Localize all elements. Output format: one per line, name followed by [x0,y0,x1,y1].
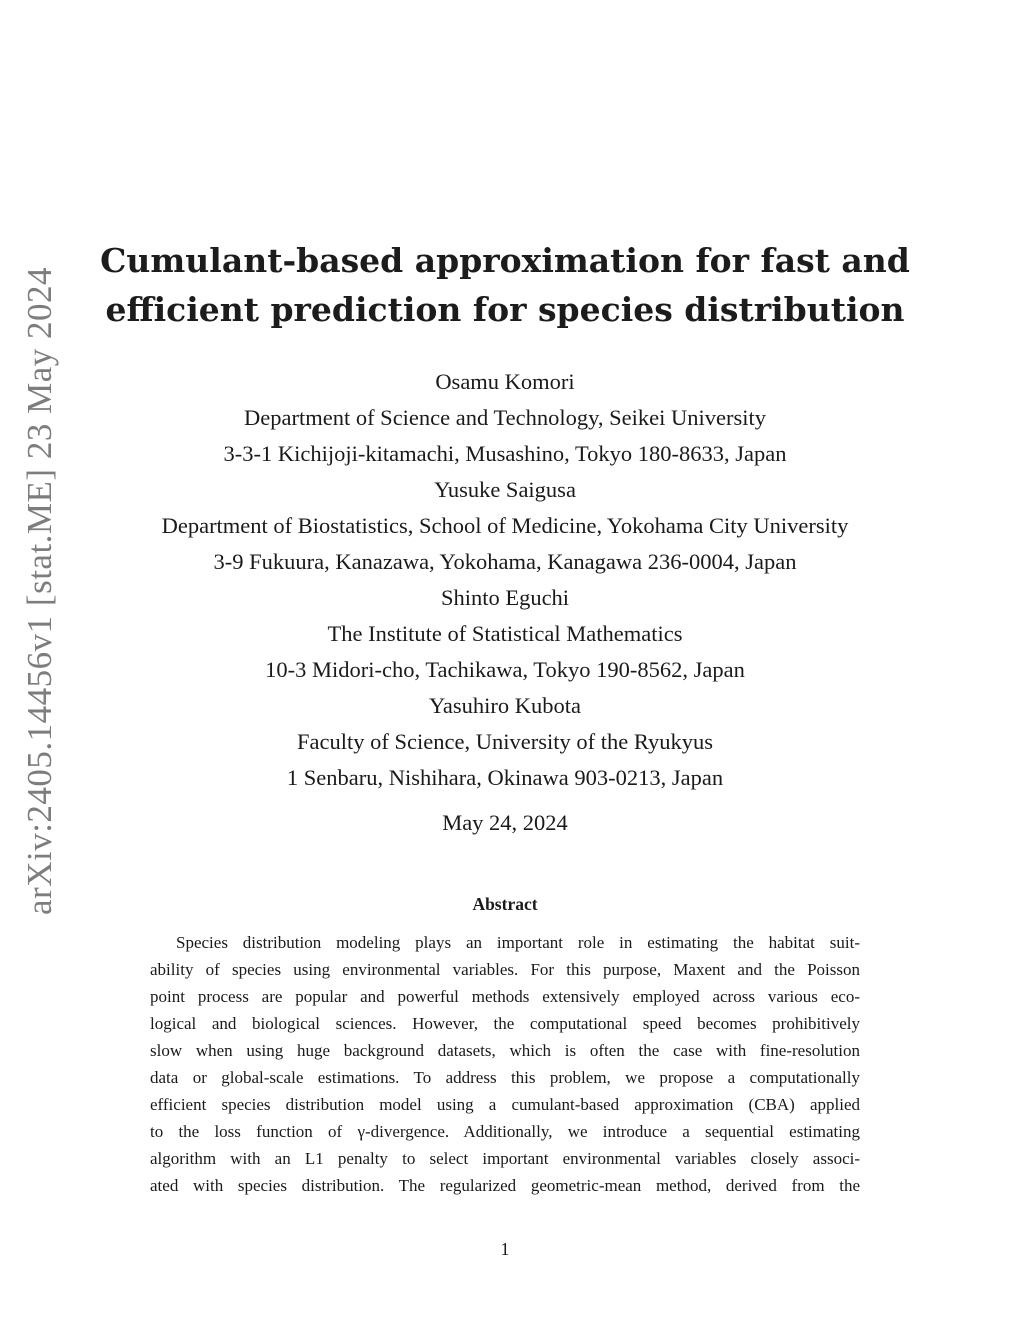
author-address: 10-3 Midori-cho, Tachikawa, Tokyo 190-8562, Japan [265,657,745,682]
paper-title [0,236,1010,334]
author-address: 1 Senbaru, Nishihara, Okinawa 903-0213, Japan [286,765,724,790]
abstract-line: data or global-scale estimations. To address this problem, we propose a computationally [150,1068,860,1087]
abstract-line: slow when using huge background datasets, which is often the case with fine-resolution [150,1041,860,1060]
arxiv-identifier-stamp: arXiv:2405.14456v1 [stat.ME] 23 May 2024 [20,267,59,915]
publication-date: May 24, 2024 [442,810,568,835]
paper-title-line-2: efficient prediction for species distribution [105,290,905,329]
author-name: Yasuhiro Kubota [428,693,582,718]
author-affiliation: The Institute of Statistical Mathematics [327,621,683,646]
author-name: Shinto Eguchi [440,585,570,610]
abstract-body [150,929,860,1199]
abstract-line: algorithm with an L1 penalty to select important environmental variables closely associ- [150,1149,860,1168]
abstract-heading: Abstract [472,894,538,914]
paper-title-line-1: Cumulant-based approximation for fast and [100,241,910,280]
author-affiliation: Department of Biostatistics, School of Medicine, Yokohama City University [161,513,849,538]
author-address: 3-3-1 Kichijoji-kitamachi, Musashino, Tokyo 180-8633, Japan [223,441,787,466]
abstract-line: efficient species distribution model using a cumulant-based approximation (CBA) applied [150,1095,860,1114]
page-number: 1 [500,1239,510,1259]
author-name: Yusuke Saigusa [434,477,576,502]
abstract-line: ated with species distribution. The regularized geometric-mean method, derived from the [150,1176,860,1195]
abstract-line: point process are popular and powerful methods extensively employed across various eco- [150,987,860,1006]
abstract-line: Species distribution modeling plays an important role in estimating the habitat suit- [176,933,860,952]
abstract-line: ability of species using environmental variables. For this purpose, Maxent and the Poisson [150,960,860,979]
author-address: 3-9 Fukuura, Kanazawa, Yokohama, Kanagawa 236-0004, Japan [213,549,797,574]
abstract-line: to the loss function of γ-divergence. Additionally, we introduce a sequential estimating [150,1122,860,1141]
author-affiliation: Department of Science and Technology, Seikei University [243,405,767,430]
author-block [0,364,1010,796]
author-affiliation: Faculty of Science, University of the Ryukyus [297,729,713,754]
abstract-line: logical and biological sciences. However, the computational speed becomes prohibitively [150,1014,860,1033]
author-name: Osamu Komori [435,369,575,394]
